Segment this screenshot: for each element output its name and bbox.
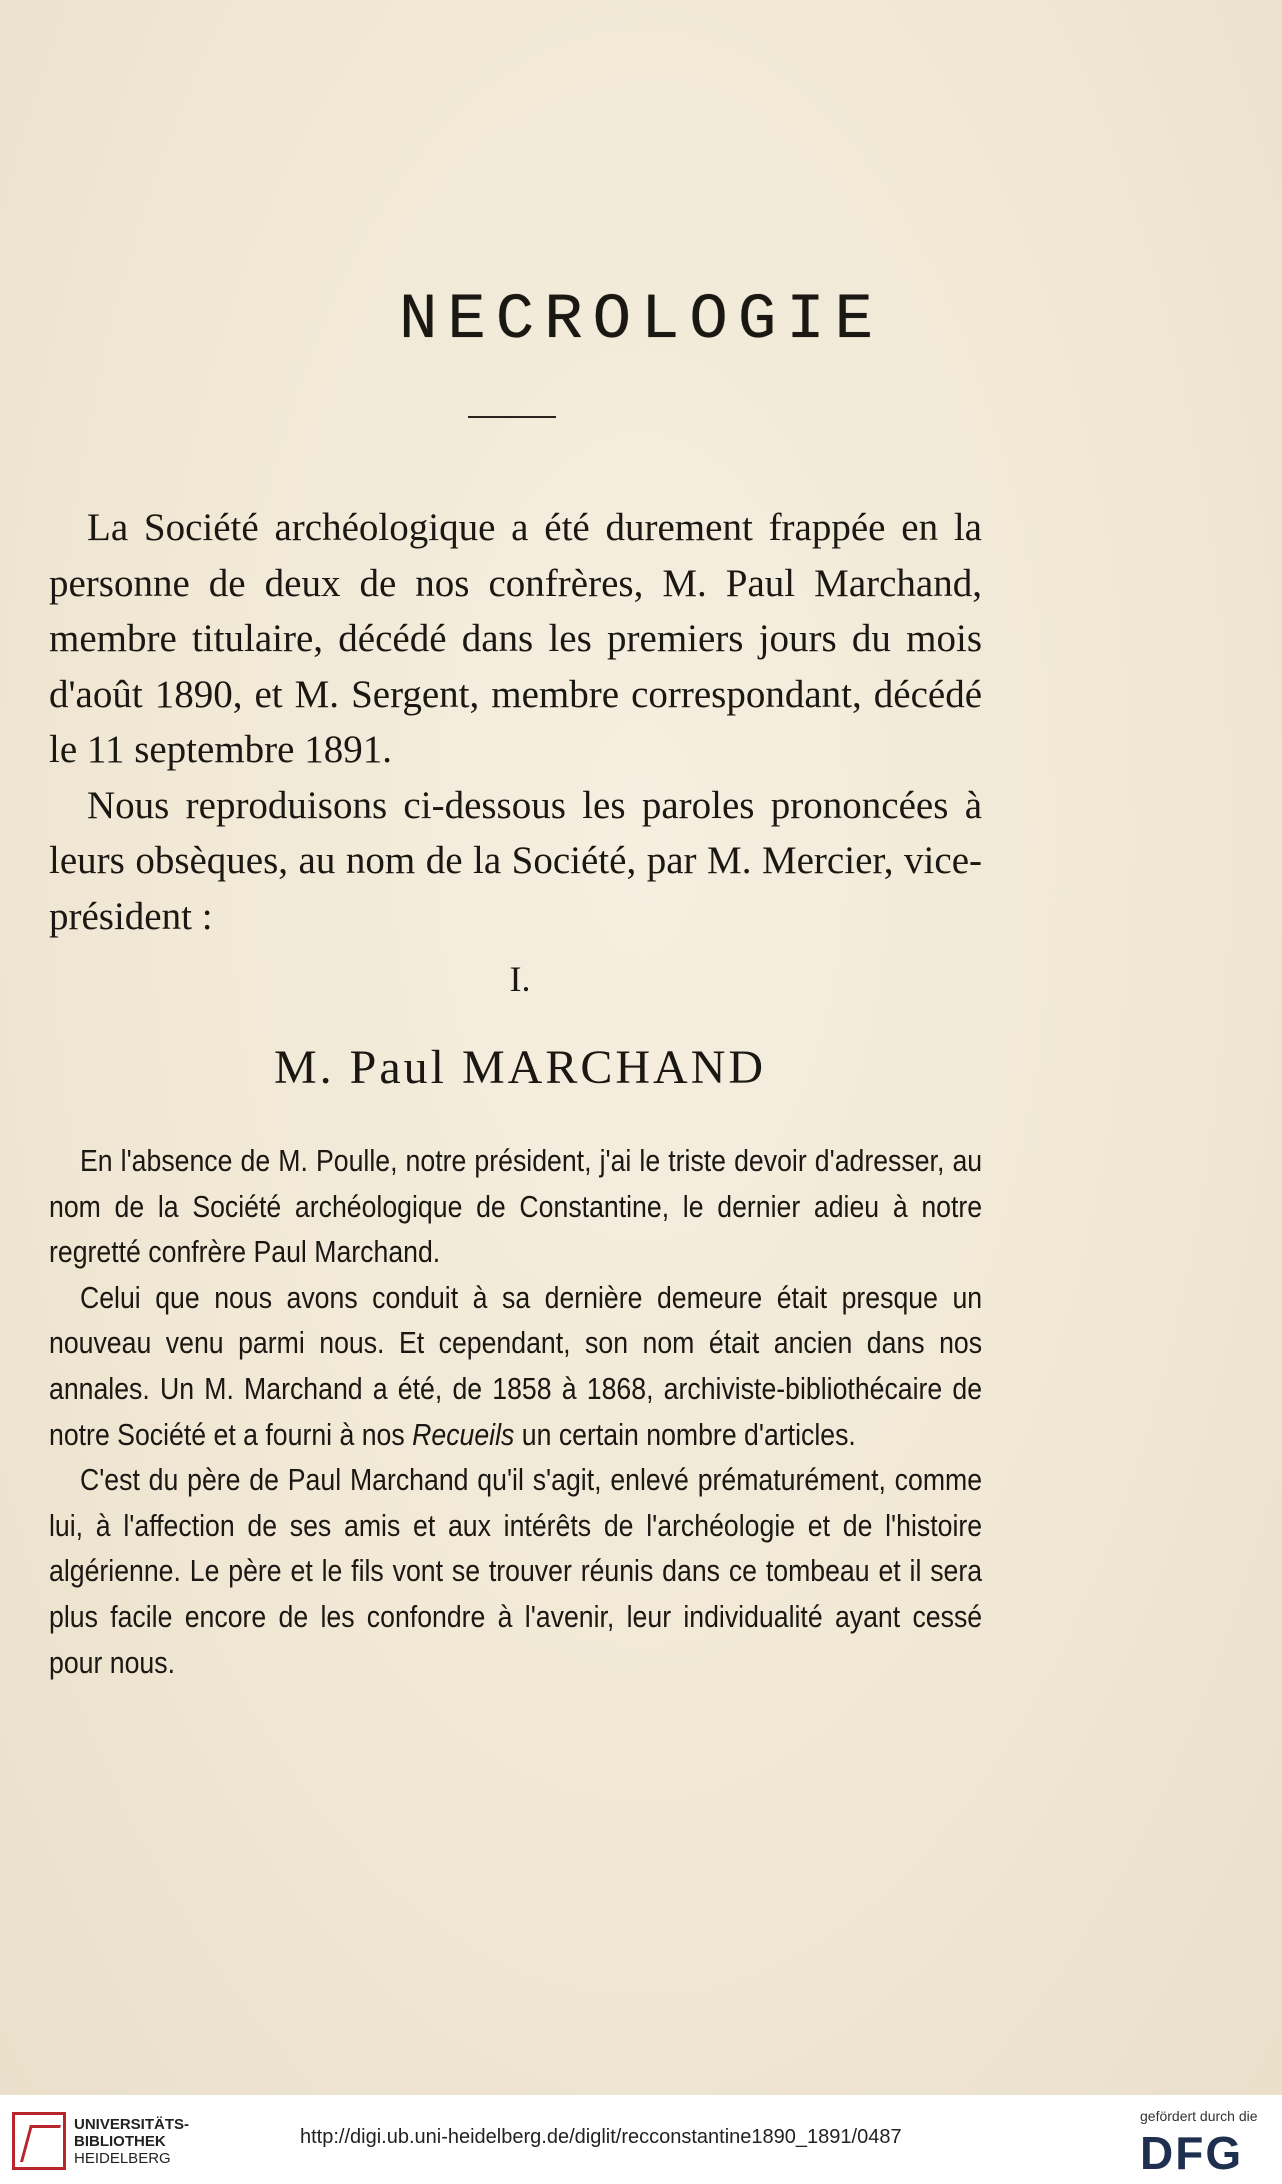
library-line-1: UNIVERSITÄTS-	[74, 2116, 190, 2133]
body-paragraph-2-end: un certain nombre d'articles.	[514, 1416, 856, 1452]
section-number: I.	[509, 959, 531, 999]
section-title: M. Paul MARCHAND	[273, 1041, 767, 1094]
library-line-3: HEIDELBERG	[74, 2150, 171, 2167]
obituary-body	[49, 1138, 982, 1685]
heading-rule	[468, 416, 556, 418]
body-paragraph-3: C'est du père de Paul Marchand qu'il s'agit, enlevé prématurément, comme lui, à l'affection de ses amis et aux intérêts de l'archéologie et de l'histoire algérienne. Le père et le fils vont se trouver réunis dans ce tombeau et il sera plus facile encore de les confondre à l'avenir, leur individualité ayant cessé pour nous.	[49, 1462, 983, 1680]
dfg-logo: DFG	[1140, 2127, 1244, 2179]
page-heading: NECROLOGIE	[398, 285, 884, 357]
intro-paragraph-2: Nous reproduisons ci-dessous les paroles prononcées à leurs obsèques, au nom de la Société, par M. Mercier, vice-président :	[49, 783, 982, 938]
library-line-2: BIBLIOTHEK	[74, 2133, 166, 2150]
permalink-url[interactable]: http://digi.ub.uni-heidelberg.de/diglit/recconstantine1890_1891/0487	[300, 2126, 902, 2148]
intro-text	[49, 500, 982, 944]
body-paragraph-2	[49, 1275, 982, 1457]
body-paragraph-1: En l'absence de M. Poulle, notre président, j'ai le triste devoir d'adresser, au nom de la Société archéologique de Constantine, le dernier adieu à notre regretté confrère Paul Marchand.	[49, 1143, 983, 1270]
university-library-logo-icon	[12, 2112, 66, 2170]
library-name	[74, 2116, 189, 2167]
recueils-italic: Recueils	[412, 1416, 515, 1452]
intro-paragraph-1: La Société archéologique a été durement frappée en la personne de deux de nos confrères, M. Paul Marchand, membre titulaire, décédé dans les premiers jours du mois d'août 1890, et M. Sergent, membre correspondant, décédé le 11 septembre 1891.	[49, 506, 982, 771]
body-paragraph-2-start: Celui que nous avons conduit à sa dernière demeure était presque un nouveau venu parmi nous. Et cependant, son nom était ancien dans nos annales. Un M. Marchand a été, de 1858 à 1868, archiviste-bibliothécaire de notre Société et a fourni à nos	[49, 1279, 983, 1452]
funding-note: gefördert durch die	[1140, 2108, 1258, 2124]
